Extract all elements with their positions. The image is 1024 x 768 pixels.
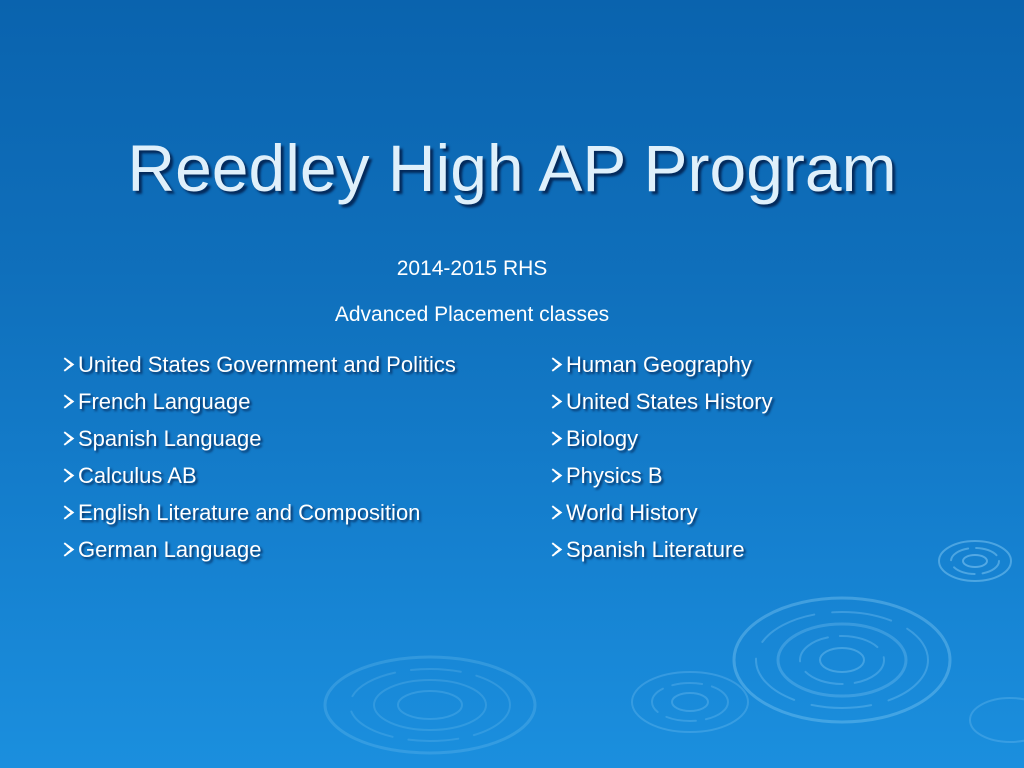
list-item <box>60 420 540 457</box>
arrow-bullet-icon <box>60 541 77 558</box>
course-label: Spanish Language <box>78 425 262 451</box>
right-course-list <box>548 346 928 568</box>
course-label: Spanish Literature <box>566 536 745 562</box>
arrow-bullet-icon <box>548 504 565 521</box>
list-item <box>60 531 540 568</box>
list-item <box>60 383 540 420</box>
arrow-bullet-icon <box>548 541 565 558</box>
arrow-bullet-icon <box>60 504 77 521</box>
course-label: Human Geography <box>566 351 752 377</box>
slide-title: Reedley High AP Program <box>127 131 897 205</box>
list-item <box>548 494 928 531</box>
arrow-bullet-icon <box>60 356 77 373</box>
arrow-bullet-icon <box>60 467 77 484</box>
course-label: Biology <box>566 425 639 451</box>
arrow-bullet-icon <box>60 393 77 410</box>
course-label: United States Government and Politics <box>78 351 456 377</box>
list-item <box>548 531 928 568</box>
list-item <box>548 383 928 420</box>
list-item <box>548 346 928 383</box>
list-item <box>60 346 540 383</box>
course-label: United States History <box>566 388 773 414</box>
left-course-list <box>60 346 540 568</box>
course-label: French Language <box>78 388 251 414</box>
course-label: Calculus AB <box>78 462 197 488</box>
list-item <box>548 420 928 457</box>
course-label: English Literature and Composition <box>78 499 421 525</box>
arrow-bullet-icon <box>548 356 565 373</box>
list-item <box>548 457 928 494</box>
arrow-bullet-icon <box>548 430 565 447</box>
course-label: Physics B <box>566 462 663 488</box>
subtitle-description: Advanced Placement classes <box>334 303 610 326</box>
list-item <box>60 457 540 494</box>
course-label: German Language <box>78 536 262 562</box>
arrow-bullet-icon <box>548 467 565 484</box>
list-item <box>60 494 540 531</box>
course-label: World History <box>566 499 698 525</box>
arrow-bullet-icon <box>548 393 565 410</box>
subtitle-year: 2014-2015 RHS <box>396 257 548 280</box>
arrow-bullet-icon <box>60 430 77 447</box>
